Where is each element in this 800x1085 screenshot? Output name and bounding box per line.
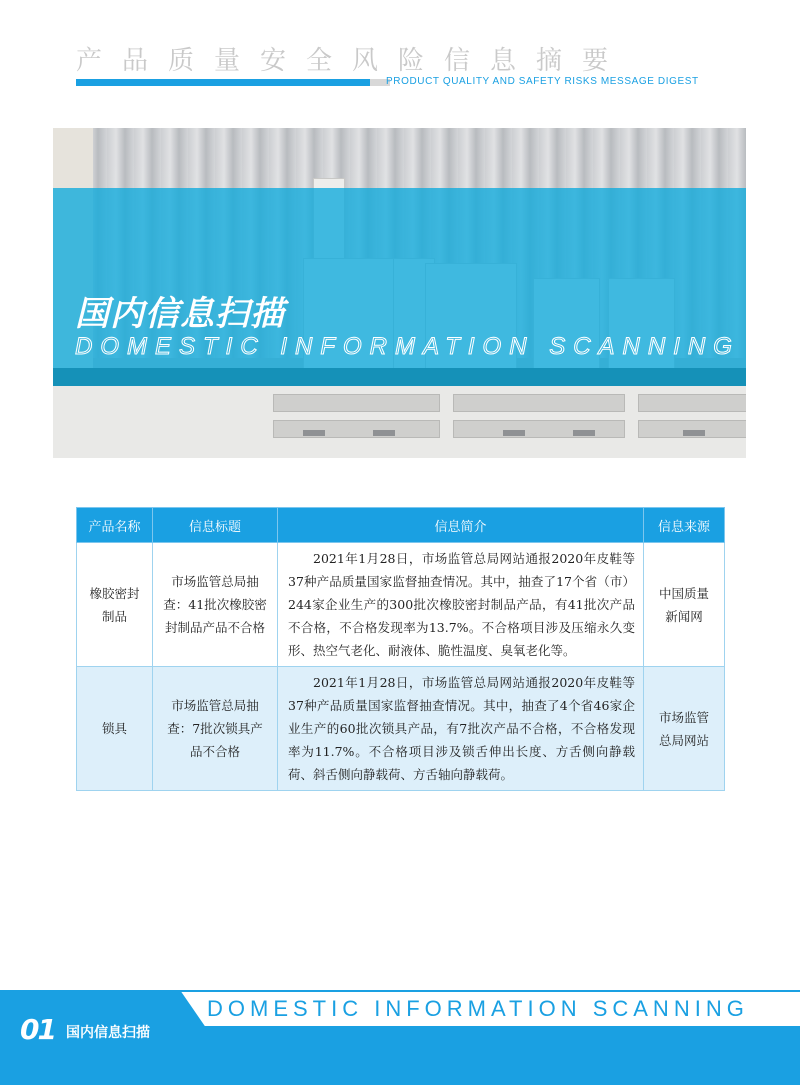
info-table [76,507,725,791]
cabinet-drawer [453,420,625,438]
cell-product: 橡胶密封制品 [77,543,153,667]
page-header-subtitle: PRODUCT QUALITY AND SAFETY RISKS MESSAGE DIGEST [386,76,699,87]
footer-section-cn: 国内信息扫描 [66,1025,150,1041]
cabinet-drawer [453,394,625,412]
footer-page-label: 01 [20,1013,55,1046]
cabinet-drawer [273,420,440,438]
column-header-source: 信息来源 [644,508,725,543]
column-header-summary: 信息简介 [278,508,644,543]
cell-summary: 2021年1月28日，市场监管总局网站通报2020年皮鞋等37种产品质量国家监督抽查情况。其中，抽查了4个省46家企业生产的60批次锁具产品，有7批次产品不合格，不合格发现率为11.7%。不合格项目涉及锁舌伸出长度、方舌侧向静载荷、斜舌侧向静载荷、方舌轴向静载荷。 [278,667,644,791]
lab-cabinets [53,386,746,458]
banner-title-en: DOMESTIC INFORMATION SCANNING [75,333,740,360]
banner-image [53,128,746,458]
banner-title-cn: 国内信息扫描 [75,294,285,334]
column-header-product: 产品名称 [77,508,153,543]
cell-source: 市场监管总局网站 [644,667,725,791]
table-header-row [77,508,725,543]
drawer-handle [503,430,525,436]
footer-section-en: DOMESTIC INFORMATION SCANNING [207,996,749,1021]
column-header-title: 信息标题 [153,508,278,543]
drawer-handle [573,430,595,436]
drawer-handle [303,430,325,436]
header-accent-bar [76,79,370,86]
drawer-handle [683,430,705,436]
drawer-handle [373,430,395,436]
table-row [77,667,725,791]
cell-title: 市场监管总局抽查：41批次橡胶密封制品产品不合格 [153,543,278,667]
cell-source: 中国质量新闻网 [644,543,725,667]
cell-product: 锁具 [77,667,153,791]
cell-summary: 2021年1月28日，市场监管总局网站通报2020年皮鞋等37种产品质量国家监督抽查情况。其中，抽查了17个省（市）244家企业生产的300批次橡胶密封制品产品，有41批次产品不合格，不合格发现率为13.7%。不合格项目涉及压缩永久变形、热空气老化、耐液体、脆性温度、臭氧老化等。 [278,543,644,667]
page-header-title: 产品质量安全风险信息摘要 [76,46,629,76]
cell-title: 市场监管总局抽查：7批次锁具产品不合格 [153,667,278,791]
table-row [77,543,725,667]
footer-rule [180,990,800,992]
cabinet-drawer [638,394,746,412]
cabinet-drawer [273,394,440,412]
